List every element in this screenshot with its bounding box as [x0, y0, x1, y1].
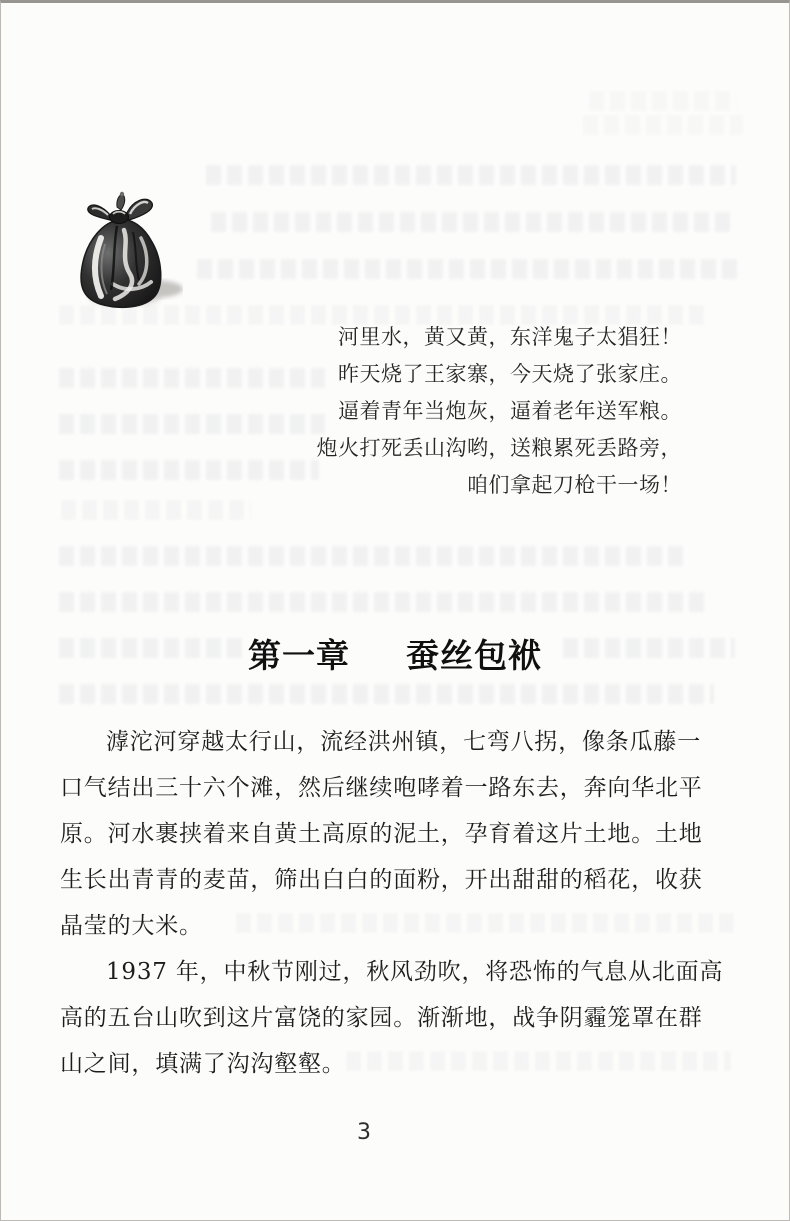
bleed-through-line — [59, 592, 709, 612]
bleed-through-line — [59, 546, 689, 566]
poem-line: 炮火打死丢山沟哟，送粮累死丢路旁， — [316, 436, 682, 460]
chapter-title — [1, 636, 789, 676]
bleed-through-line — [59, 368, 325, 388]
paragraph-line: 口气结出三十六个滩，然后继续咆哮着一路东去，奔向华北平 — [60, 775, 703, 801]
bleed-through-line — [197, 259, 737, 279]
poem-line: 河里水，黄又黄，东洋鬼子太猖狂！ — [338, 325, 682, 349]
cloth-bundle-illustration — [67, 186, 183, 331]
paragraph-line: 滹沱河穿越太行山，流经洪州镇，七弯八拐，像条瓜藤一 — [106, 729, 701, 755]
folk-song-verse — [317, 319, 683, 504]
bleed-through-line — [61, 500, 251, 520]
chapter-name: 蚕丝包袱 — [406, 636, 542, 675]
poem-line: 昨天烧了王家寨，今天烧了张家庄。 — [338, 362, 682, 386]
poem-line: 逼着青年当炮灰，逼着老年送军粮。 — [338, 399, 682, 423]
paragraph-line: 生长出青青的麦苗，筛出白白的面粉，开出甜甜的稻花，收获 — [60, 867, 703, 893]
bleed-through-line — [59, 414, 325, 434]
paragraph-line: 晶莹的大米。 — [60, 913, 203, 939]
paragraph-line: 山之间，填满了沟沟壑壑。 — [60, 1051, 346, 1077]
bleed-through-line — [211, 212, 736, 232]
bleed-through-line — [583, 115, 743, 135]
bleed-through-line — [59, 684, 714, 704]
poem-line: 咱们拿起刀枪干一场！ — [467, 473, 682, 497]
paragraph-line: 原。河水裹挟着来自黄土高原的泥土，孕育着这片土地。土地 — [60, 821, 703, 847]
page-number: 3 — [357, 1120, 371, 1145]
paragraph-line: 高的五台山吹到这片富饶的家园。渐渐地，战争阴霾笼罩在群 — [60, 1005, 703, 1031]
bleed-through-line — [589, 91, 737, 111]
bleed-through-line — [206, 165, 736, 185]
bleed-through-line — [59, 460, 319, 480]
chapter-number: 第一章 — [248, 636, 350, 675]
paragraph-line: 1937 年，中秋节刚过，秋风劲吹，将恐怖的气息从北面高 — [106, 959, 724, 985]
chapter-body — [60, 719, 724, 1087]
